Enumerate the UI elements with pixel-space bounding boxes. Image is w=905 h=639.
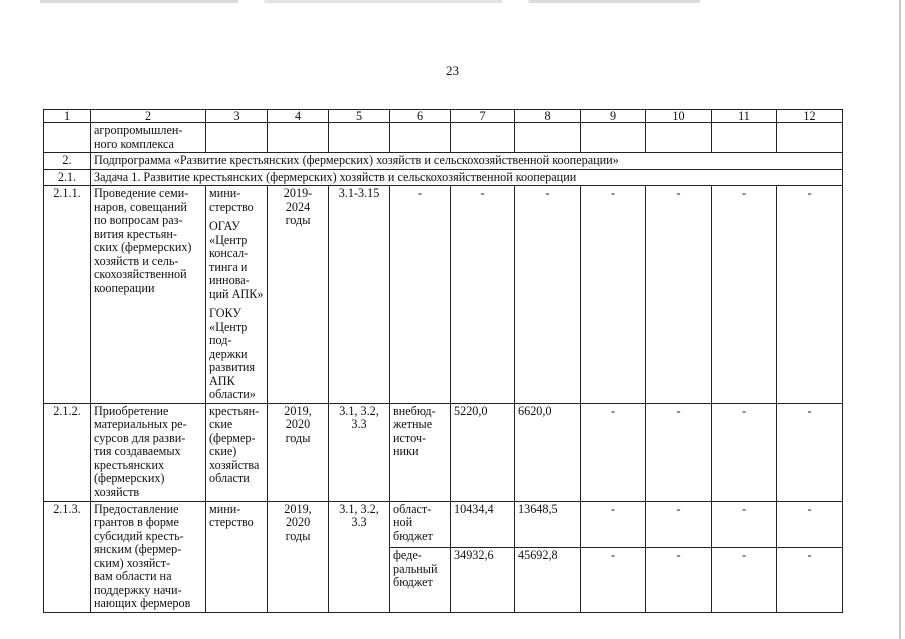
value-cell: - [581, 186, 646, 404]
row-number: 2.1.1. [44, 186, 91, 404]
executor-text: мини- стерство [209, 186, 254, 214]
source-cell: област- ной бюджет [390, 501, 451, 548]
col-header: 3 [206, 110, 268, 123]
value-cell: - [712, 403, 777, 501]
value-cell: 45692,8 [515, 548, 581, 612]
col-header: 12 [777, 110, 843, 123]
years-cell: 2019- 2024 годы [268, 186, 329, 404]
col-header: 2 [91, 110, 206, 123]
executor-cell [206, 186, 268, 404]
col-header: 4 [268, 110, 329, 123]
column-number-row [44, 110, 843, 123]
value-cell: - [777, 186, 843, 404]
col-header: 5 [329, 110, 390, 123]
value-cell: - [777, 403, 843, 501]
subprogram-row [44, 153, 843, 170]
source-cell: феде- ральный бюджет [390, 548, 451, 612]
subprogram-number: 2. [44, 153, 91, 170]
value-cell: - [646, 186, 712, 404]
col-header: 1 [44, 110, 91, 123]
value-cell: - [712, 186, 777, 404]
row-number: 2.1.3. [44, 501, 91, 612]
col-header: 9 [581, 110, 646, 123]
col-header: 10 [646, 110, 712, 123]
table-row [44, 501, 843, 548]
row-number: 2.1.2. [44, 403, 91, 501]
value-cell: - [646, 548, 712, 612]
executor-text: ГОКУ «Центр под- держки развития АПК области» [209, 306, 256, 401]
executor-text: крестьян- ские (фермер- ские) хозяйства области [206, 403, 268, 501]
value-cell: - [712, 501, 777, 548]
scan-edge-right [899, 0, 901, 639]
col-header: 8 [515, 110, 581, 123]
col-header: 11 [712, 110, 777, 123]
value-cell: 10434,4 [451, 501, 515, 548]
value-cell: - [646, 501, 712, 548]
value-cell: - [646, 403, 712, 501]
subprogram-title: Подпрограмма «Развитие крестьянских (фермерских) хозяйств и сельскохозяйственной кооперации» [91, 153, 843, 170]
continuation-row [44, 123, 843, 153]
value-cell: 5220,0 [451, 403, 515, 501]
value-cell: - [581, 501, 646, 548]
measure-name: Проведение семи- наров, совещаний по вопросам раз- вития крестьян- ских (фермерских) хозяйств и сель- скохозяйственной кооперации [91, 186, 206, 404]
col-header: 6 [390, 110, 451, 123]
source-cell: - [390, 186, 451, 404]
value-cell: - [581, 403, 646, 501]
table-row [44, 403, 843, 501]
years-cell: 2019, 2020 годы [268, 501, 329, 612]
indicators-cell: 3.1-3.15 [329, 186, 390, 404]
value-cell: - [712, 548, 777, 612]
measure-name: Предоставление грантов в форме субсидий кресть- янским (фермер- ским) хозяйст- вам области на поддержку начи- нающих фермеров [91, 501, 206, 612]
executor-text: ОГАУ «Центр консал- тинга и иннова- ций АПК» [209, 219, 264, 301]
value-cell: - [515, 186, 581, 404]
col-header: 7 [451, 110, 515, 123]
value-cell: - [777, 501, 843, 548]
scan-edge-top [40, 0, 700, 3]
page-number: 23 [446, 63, 459, 78]
continuation-text: агропромышлен- ного комплекса [91, 123, 206, 153]
table-row [44, 186, 843, 404]
indicators-cell: 3.1, 3.2, 3.3 [329, 501, 390, 612]
value-cell: 13648,5 [515, 501, 581, 548]
measure-name: Приобретение материальных ре- сурсов для разви- тия создаваемых крестьянских (фермерских) хозяйств [91, 403, 206, 501]
value-cell: 6620,0 [515, 403, 581, 501]
source-cell: внебюд- жетные источ- ники [390, 403, 451, 501]
years-cell: 2019, 2020 годы [268, 403, 329, 501]
program-table [43, 109, 843, 613]
indicators-cell: 3.1, 3.2, 3.3 [329, 403, 390, 501]
value-cell: - [581, 548, 646, 612]
value-cell: - [777, 548, 843, 612]
task-row [44, 169, 843, 186]
value-cell: 34932,6 [451, 548, 515, 612]
executor-text: мини- стерство [206, 501, 268, 612]
task-number: 2.1. [44, 169, 91, 186]
task-title: Задача 1. Развитие крестьянских (фермерских) хозяйств и сельскохозяйственной кооперации [91, 169, 843, 186]
value-cell: - [451, 186, 515, 404]
